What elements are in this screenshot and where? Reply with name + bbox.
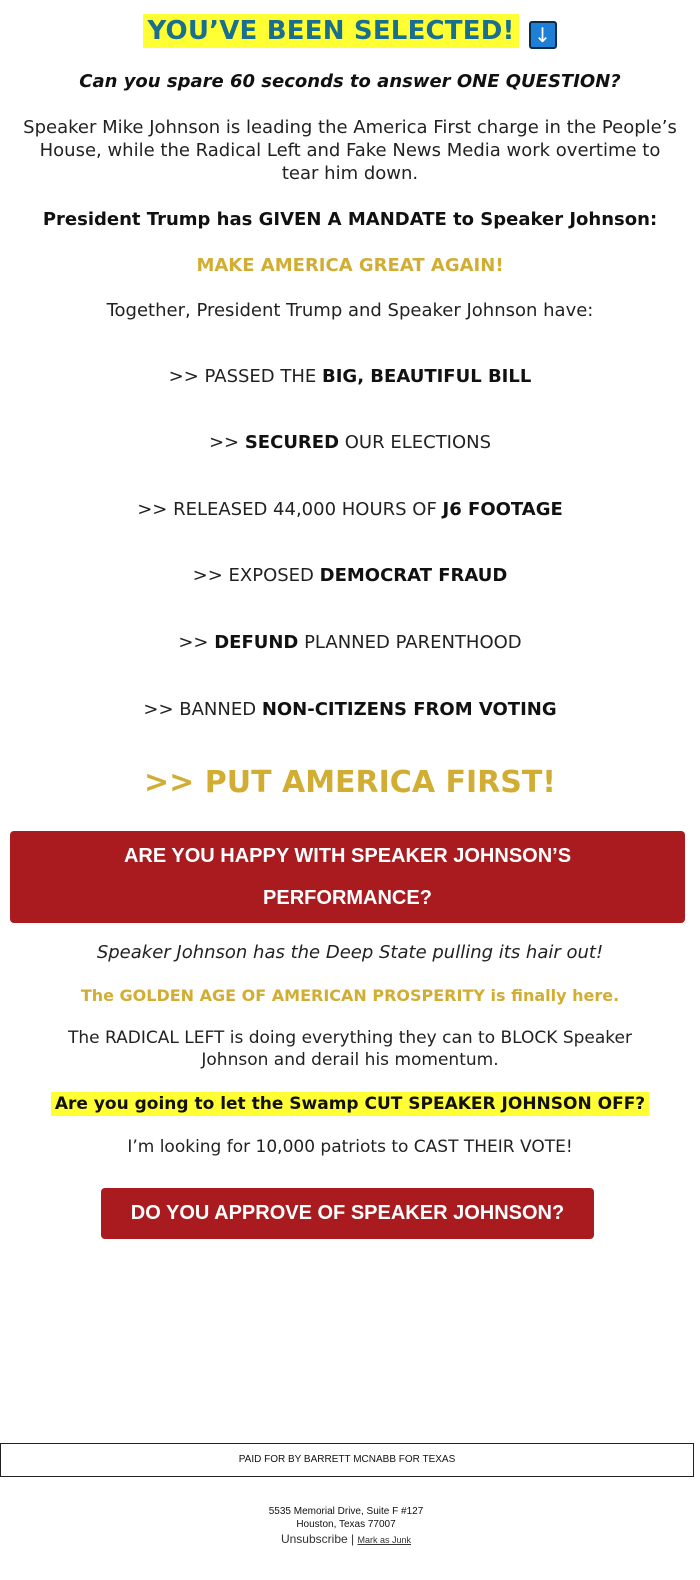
performance-banner-button[interactable] <box>10 831 685 923</box>
accomplishment-bold: SECURED <box>244 432 340 453</box>
together-text: Together, President Trump and Speaker Johnson have: <box>106 300 594 321</box>
paid-for-disclaimer: PAID FOR BY BARRETT MCNABB FOR TEXAS <box>0 1443 694 1477</box>
address-line-1: 5535 Memorial Drive, Suite F #127 <box>268 1506 424 1517</box>
accomplishment-item <box>0 365 700 389</box>
accomplishment-prefix: >> <box>208 432 245 453</box>
accomplishment-prefix: >> BANNED <box>143 699 262 720</box>
down-arrow-icon: ↓ <box>529 21 557 49</box>
deep-state-text: Speaker Johnson has the Deep State pulling its hair out! <box>96 942 604 963</box>
accomplishment-bold: J6 FOOTAGE <box>442 499 563 520</box>
accomplishment-bold: BIG, BEAUTIFUL BILL <box>322 366 532 387</box>
footer-separator: | <box>351 1532 355 1546</box>
banner-line-2: PERFORMANCE? <box>263 887 432 909</box>
put-america-first-heading: >> PUT AMERICA FIRST! <box>144 765 556 800</box>
accomplishment-item <box>0 431 700 455</box>
accomplishment-prefix: >> PASSED THE <box>168 366 323 387</box>
accomplishment-item <box>0 631 700 655</box>
accomplishment-item <box>0 498 700 522</box>
accomplishment-prefix: >> RELEASED 44,000 HOURS OF <box>137 499 443 520</box>
accomplishment-item <box>0 564 700 588</box>
banner-line-1: ARE YOU HAPPY WITH SPEAKER JOHNSON’S <box>123 845 572 867</box>
accomplishment-bold: DEFUND <box>214 632 299 653</box>
swamp-question: Are you going to let the Swamp CUT SPEAKER JOHNSON OFF? <box>51 1092 649 1116</box>
headline-row <box>0 14 700 49</box>
accomplishment-item <box>0 698 700 722</box>
headline: YOU’VE BEEN SELECTED! <box>143 14 518 48</box>
accomplishment-prefix: >> <box>178 632 215 653</box>
unsubscribe-link[interactable]: Unsubscribe <box>280 1532 348 1546</box>
golden-age-text: The GOLDEN AGE OF AMERICAN PROSPERITY is finally here. <box>80 986 620 1005</box>
patriots-text: I’m looking for 10,000 patriots to CAST THEIR VOTE! <box>127 1137 573 1157</box>
mark-as-junk-link[interactable]: Mark as Junk <box>357 1535 412 1545</box>
mandate-text: President Trump has GIVEN A MANDATE to Speaker Johnson: <box>42 209 658 230</box>
footer-links <box>0 1532 692 1547</box>
intro-paragraph: Speaker Mike Johnson is leading the America First charge in the People’s House, while the Radical Left and Fake News Media work overtime to tear him down. <box>23 117 677 184</box>
question-prompt: Can you spare 60 seconds to answer ONE QUESTION? <box>79 71 621 92</box>
mailing-address <box>0 1505 692 1531</box>
accomplishment-suffix: OUR ELECTIONS <box>339 432 492 453</box>
accomplishment-bold: NON-CITIZENS FROM VOTING <box>261 699 557 720</box>
radical-left-text: The RADICAL LEFT is doing everything they can to BLOCK Speaker Johnson and derail his momentum. <box>67 1028 632 1070</box>
swamp-question-row <box>0 1092 700 1116</box>
accomplishment-bold: DEMOCRAT FRAUD <box>319 565 508 586</box>
maga-text: MAKE AMERICA GREAT AGAIN! <box>196 255 504 276</box>
accomplishment-suffix: PLANNED PARENTHOOD <box>298 632 522 653</box>
address-line-2: Houston, Texas 77007 <box>296 1519 396 1530</box>
approve-button[interactable]: DO YOU APPROVE OF SPEAKER JOHNSON? <box>101 1188 594 1239</box>
accomplishment-prefix: >> EXPOSED <box>192 565 320 586</box>
